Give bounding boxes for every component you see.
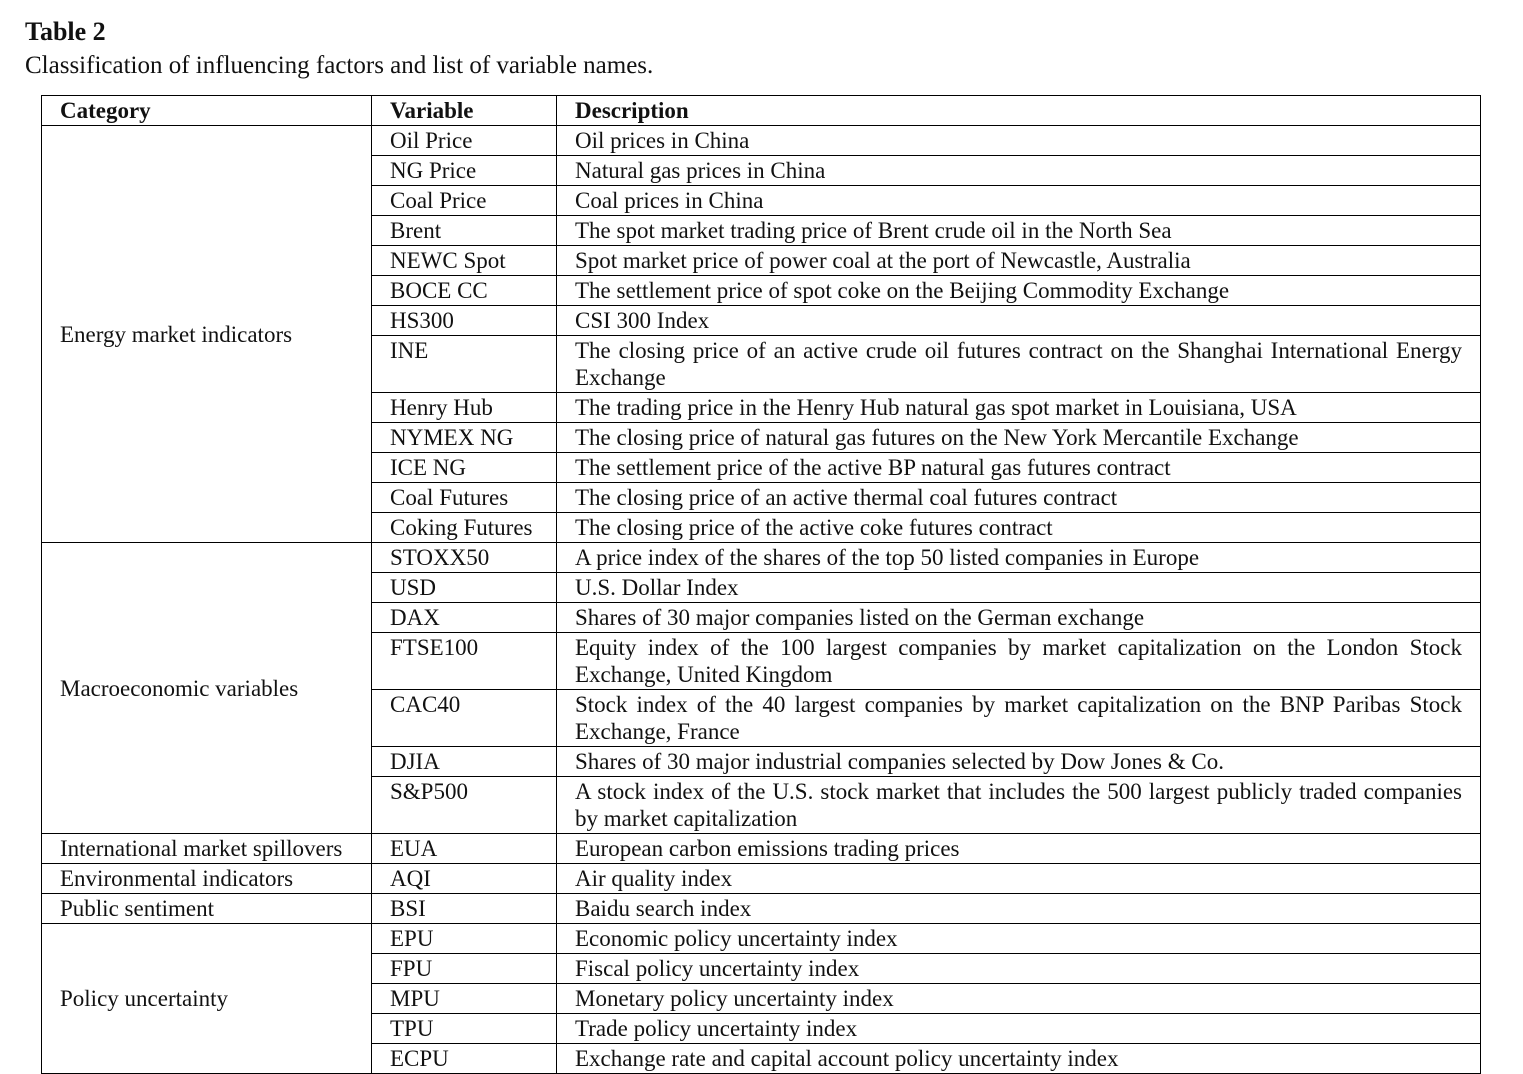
category-cell: Public sentiment bbox=[42, 894, 372, 924]
description-cell: Shares of 30 major industrial companies selected by Dow Jones & Co. bbox=[557, 747, 1481, 777]
variable-cell: STOXX50 bbox=[372, 543, 557, 573]
description-cell: European carbon emissions trading prices bbox=[557, 834, 1481, 864]
variable-cell: ECPU bbox=[372, 1044, 557, 1074]
description-cell: Fiscal policy uncertainty index bbox=[557, 954, 1481, 984]
table-caption-label: Table 2 bbox=[25, 17, 106, 46]
description-cell: Monetary policy uncertainty index bbox=[557, 984, 1481, 1014]
header-description: Description bbox=[557, 96, 1481, 126]
description-cell: A price index of the shares of the top 50 listed companies in Europe bbox=[557, 543, 1481, 573]
description-cell: The settlement price of the active BP natural gas futures contract bbox=[557, 453, 1481, 483]
description-cell: Equity index of the 100 largest companies by market capitalization on the London Stock Exchange, United Kingdom bbox=[557, 633, 1481, 690]
variable-cell: EPU bbox=[372, 924, 557, 954]
variable-cell: DAX bbox=[372, 603, 557, 633]
description-cell: The trading price in the Henry Hub natural gas spot market in Louisiana, USA bbox=[557, 393, 1481, 423]
description-cell: Coal prices in China bbox=[557, 186, 1481, 216]
variable-cell: S&P500 bbox=[372, 777, 557, 834]
description-cell: The closing price of natural gas futures on the New York Mercantile Exchange bbox=[557, 423, 1481, 453]
header-variable: Variable bbox=[372, 96, 557, 126]
variable-cell: NEWC Spot bbox=[372, 246, 557, 276]
description-cell: U.S. Dollar Index bbox=[557, 573, 1481, 603]
variable-cell: Oil Price bbox=[372, 126, 557, 156]
description-cell: Natural gas prices in China bbox=[557, 156, 1481, 186]
table-row bbox=[42, 834, 1481, 864]
table-row bbox=[42, 126, 1481, 156]
variable-cell: Coal Futures bbox=[372, 483, 557, 513]
variable-cell: ICE NG bbox=[372, 453, 557, 483]
variable-cell: Coking Futures bbox=[372, 513, 557, 543]
variable-cell: AQI bbox=[372, 864, 557, 894]
variable-cell: FTSE100 bbox=[372, 633, 557, 690]
description-cell: Spot market price of power coal at the port of Newcastle, Australia bbox=[557, 246, 1481, 276]
description-cell: Oil prices in China bbox=[557, 126, 1481, 156]
variable-cell: Henry Hub bbox=[372, 393, 557, 423]
variable-cell: NYMEX NG bbox=[372, 423, 557, 453]
variable-cell: Brent bbox=[372, 216, 557, 246]
variable-cell: FPU bbox=[372, 954, 557, 984]
table-row bbox=[42, 924, 1481, 954]
table-row bbox=[42, 864, 1481, 894]
description-cell: Air quality index bbox=[557, 864, 1481, 894]
category-cell: Policy uncertainty bbox=[42, 924, 372, 1074]
description-cell: Economic policy uncertainty index bbox=[557, 924, 1481, 954]
description-cell: The spot market trading price of Brent crude oil in the North Sea bbox=[557, 216, 1481, 246]
description-cell: Shares of 30 major companies listed on the German exchange bbox=[557, 603, 1481, 633]
table-row bbox=[42, 894, 1481, 924]
table-body bbox=[42, 126, 1481, 1074]
variables-table bbox=[41, 95, 1481, 1074]
variable-cell: INE bbox=[372, 336, 557, 393]
description-cell: Baidu search index bbox=[557, 894, 1481, 924]
variable-cell: TPU bbox=[372, 1014, 557, 1044]
category-cell: Macroeconomic variables bbox=[42, 543, 372, 834]
category-cell: Environmental indicators bbox=[42, 864, 372, 894]
variable-cell: BOCE CC bbox=[372, 276, 557, 306]
description-cell: Exchange rate and capital account policy uncertainty index bbox=[557, 1044, 1481, 1074]
description-cell: The settlement price of spot coke on the Beijing Commodity Exchange bbox=[557, 276, 1481, 306]
description-cell: CSI 300 Index bbox=[557, 306, 1481, 336]
description-cell: Trade policy uncertainty index bbox=[557, 1014, 1481, 1044]
variable-cell: EUA bbox=[372, 834, 557, 864]
variable-cell: CAC40 bbox=[372, 690, 557, 747]
table-caption-text: Classification of influencing factors and list of variable names. bbox=[25, 52, 654, 79]
table-header-row bbox=[42, 96, 1481, 126]
category-cell: International market spillovers bbox=[42, 834, 372, 864]
description-cell: The closing price of an active crude oil futures contract on the Shanghai International Energy Exchange bbox=[557, 336, 1481, 393]
variable-cell: USD bbox=[372, 573, 557, 603]
variable-cell: DJIA bbox=[372, 747, 557, 777]
description-cell: A stock index of the U.S. stock market that includes the 500 largest publicly traded companies by market capitalization bbox=[557, 777, 1481, 834]
variable-cell: Coal Price bbox=[372, 186, 557, 216]
variable-cell: NG Price bbox=[372, 156, 557, 186]
description-cell: The closing price of the active coke futures contract bbox=[557, 513, 1481, 543]
header-category: Category bbox=[42, 96, 372, 126]
variable-cell: HS300 bbox=[372, 306, 557, 336]
description-cell: Stock index of the 40 largest companies by market capitalization on the BNP Paribas Stock Exchange, France bbox=[557, 690, 1481, 747]
description-cell: The closing price of an active thermal coal futures contract bbox=[557, 483, 1481, 513]
variable-cell: BSI bbox=[372, 894, 557, 924]
table-row bbox=[42, 543, 1481, 573]
category-cell: Energy market indicators bbox=[42, 126, 372, 543]
variable-cell: MPU bbox=[372, 984, 557, 1014]
